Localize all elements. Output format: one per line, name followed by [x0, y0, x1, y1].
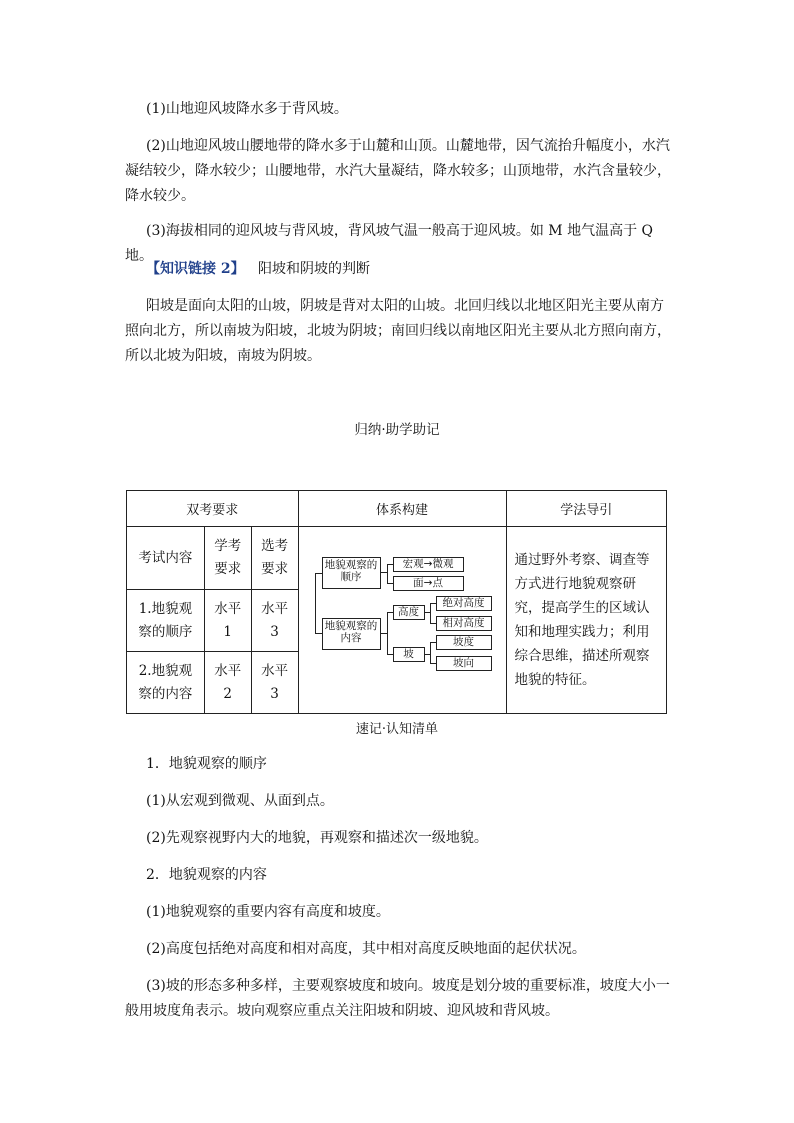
diagram-box-slope-degree: 坡度	[436, 635, 492, 650]
diagram-connector	[387, 612, 393, 613]
diagram-connector	[387, 654, 393, 655]
diagram-connector	[315, 633, 322, 634]
list-item-observe-first: (2)先观察视野内大的地貌，再观察和描述次一级地貌。	[146, 830, 488, 846]
section-title: 归纳·助学助记	[354, 422, 440, 438]
diagram-box-content: 地貌观察的内容	[322, 618, 381, 650]
diagram-connector	[387, 583, 393, 584]
quick-notes-title: 速记·认知清单	[355, 722, 439, 737]
paragraph-sunny-shady-slope: 阳坡是面向太阳的山坡，阴坡是背对太阳的山坡。北回归线以北地区阳光主要从南方照向北方，所以南坡为阳坡，北坡为阴坡；南回归线以南地区阳光主要从北方照向南方，所以北坡为阳坡，南坡为阴坡。	[125, 298, 671, 364]
diagram-connector	[430, 603, 431, 624]
paragraph-windward-precip: (1)山地迎风坡降水多于背风坡。	[146, 101, 348, 117]
col-sk-requirement: 选考要求	[251, 527, 298, 590]
diagram-box-abs-height: 绝对高度	[436, 596, 492, 611]
header-system: 体系构建	[298, 491, 506, 527]
row2-xk-level: 水平 2	[204, 652, 251, 714]
list-item-relative-height: (2)高度包括绝对高度和相对高度，其中相对高度反映地面的起伏状况。	[146, 941, 586, 957]
study-guide-text: 通过野外考察、调查等方式进行地貌观察研究，提高学生的区域认知和地理实践力；利用综合思维，描述所观察地貌的特征。	[506, 527, 666, 714]
diagram-box-slope: 坡	[393, 647, 425, 662]
paragraph-mountain-zones: (2)山地迎风坡山腰地带的降水多于山麓和山顶。山麓地带，因气流抬升幅度小，水汽凝结较少，降水较少；山腰地带，水汽大量凝结，降水较多；山顶地带，水汽含量较少，降水较少。	[125, 138, 671, 204]
diagram-box-slope-direction: 坡向	[436, 656, 492, 671]
col-xk-requirement: 学考要求	[204, 527, 251, 590]
row1-content: 1.地貌观察的顺序	[127, 590, 205, 652]
list-heading-content: 2．地貌观察的内容	[146, 867, 267, 883]
list-item-height-slope: (1)地貌观察的重要内容有高度和坡度。	[146, 904, 390, 920]
diagram-box-face: 面→点	[393, 576, 464, 591]
diagram-box-order: 地貌观察的顺序	[322, 557, 381, 589]
header-guide: 学法导引	[506, 491, 666, 527]
diagram-box-rel-height: 相对高度	[436, 616, 492, 631]
col-exam-content: 考试内容	[127, 527, 205, 590]
list-item-slope-forms: (3)坡的形态多种多样，主要观察坡度和坡向。坡度是划分坡的重要标准，坡度大小一般用坡度角表示。坡向观察应重点关注阳坡和阴坡、迎风坡和背风坡。	[125, 978, 670, 1019]
diagram-connector	[387, 612, 388, 655]
row1-sk-level: 水平 3	[251, 590, 298, 652]
row2-content: 2.地貌观察的内容	[127, 652, 205, 714]
diagram-connector	[387, 564, 388, 584]
paragraph-leeward-temp: (3)海拔相同的迎风坡与背风坡，背风坡气温一般高于迎风坡。如 M 地气温高于 Q 地。	[125, 223, 653, 264]
row1-xk-level: 水平 1	[204, 590, 251, 652]
diagram-box-macro: 宏观→微观	[393, 557, 464, 572]
knowledge-link-heading	[125, 257, 677, 282]
knowledge-link-title: 阳坡和阴坡的判断	[257, 261, 370, 277]
header-requirements: 双考要求	[127, 491, 299, 527]
system-diagram-cell	[298, 527, 506, 714]
diagram-connector	[430, 642, 431, 664]
diagram-connector	[430, 642, 436, 643]
diagram-box-height: 高度	[393, 605, 425, 620]
summary-table	[126, 490, 667, 714]
diagram-connector	[430, 603, 436, 604]
diagram-connector	[315, 573, 322, 574]
list-heading-order: 1．地貌观察的顺序	[146, 756, 267, 772]
system-diagram	[299, 528, 505, 712]
diagram-connector	[387, 564, 393, 565]
diagram-connector	[430, 623, 436, 624]
diagram-connector	[430, 663, 436, 664]
list-item-macro-micro: (1)从宏观到微观、从面到点。	[146, 793, 334, 809]
knowledge-link-tag: 【知识链接 2】	[146, 261, 245, 277]
row2-sk-level: 水平 3	[251, 652, 298, 714]
diagram-connector	[315, 573, 316, 634]
